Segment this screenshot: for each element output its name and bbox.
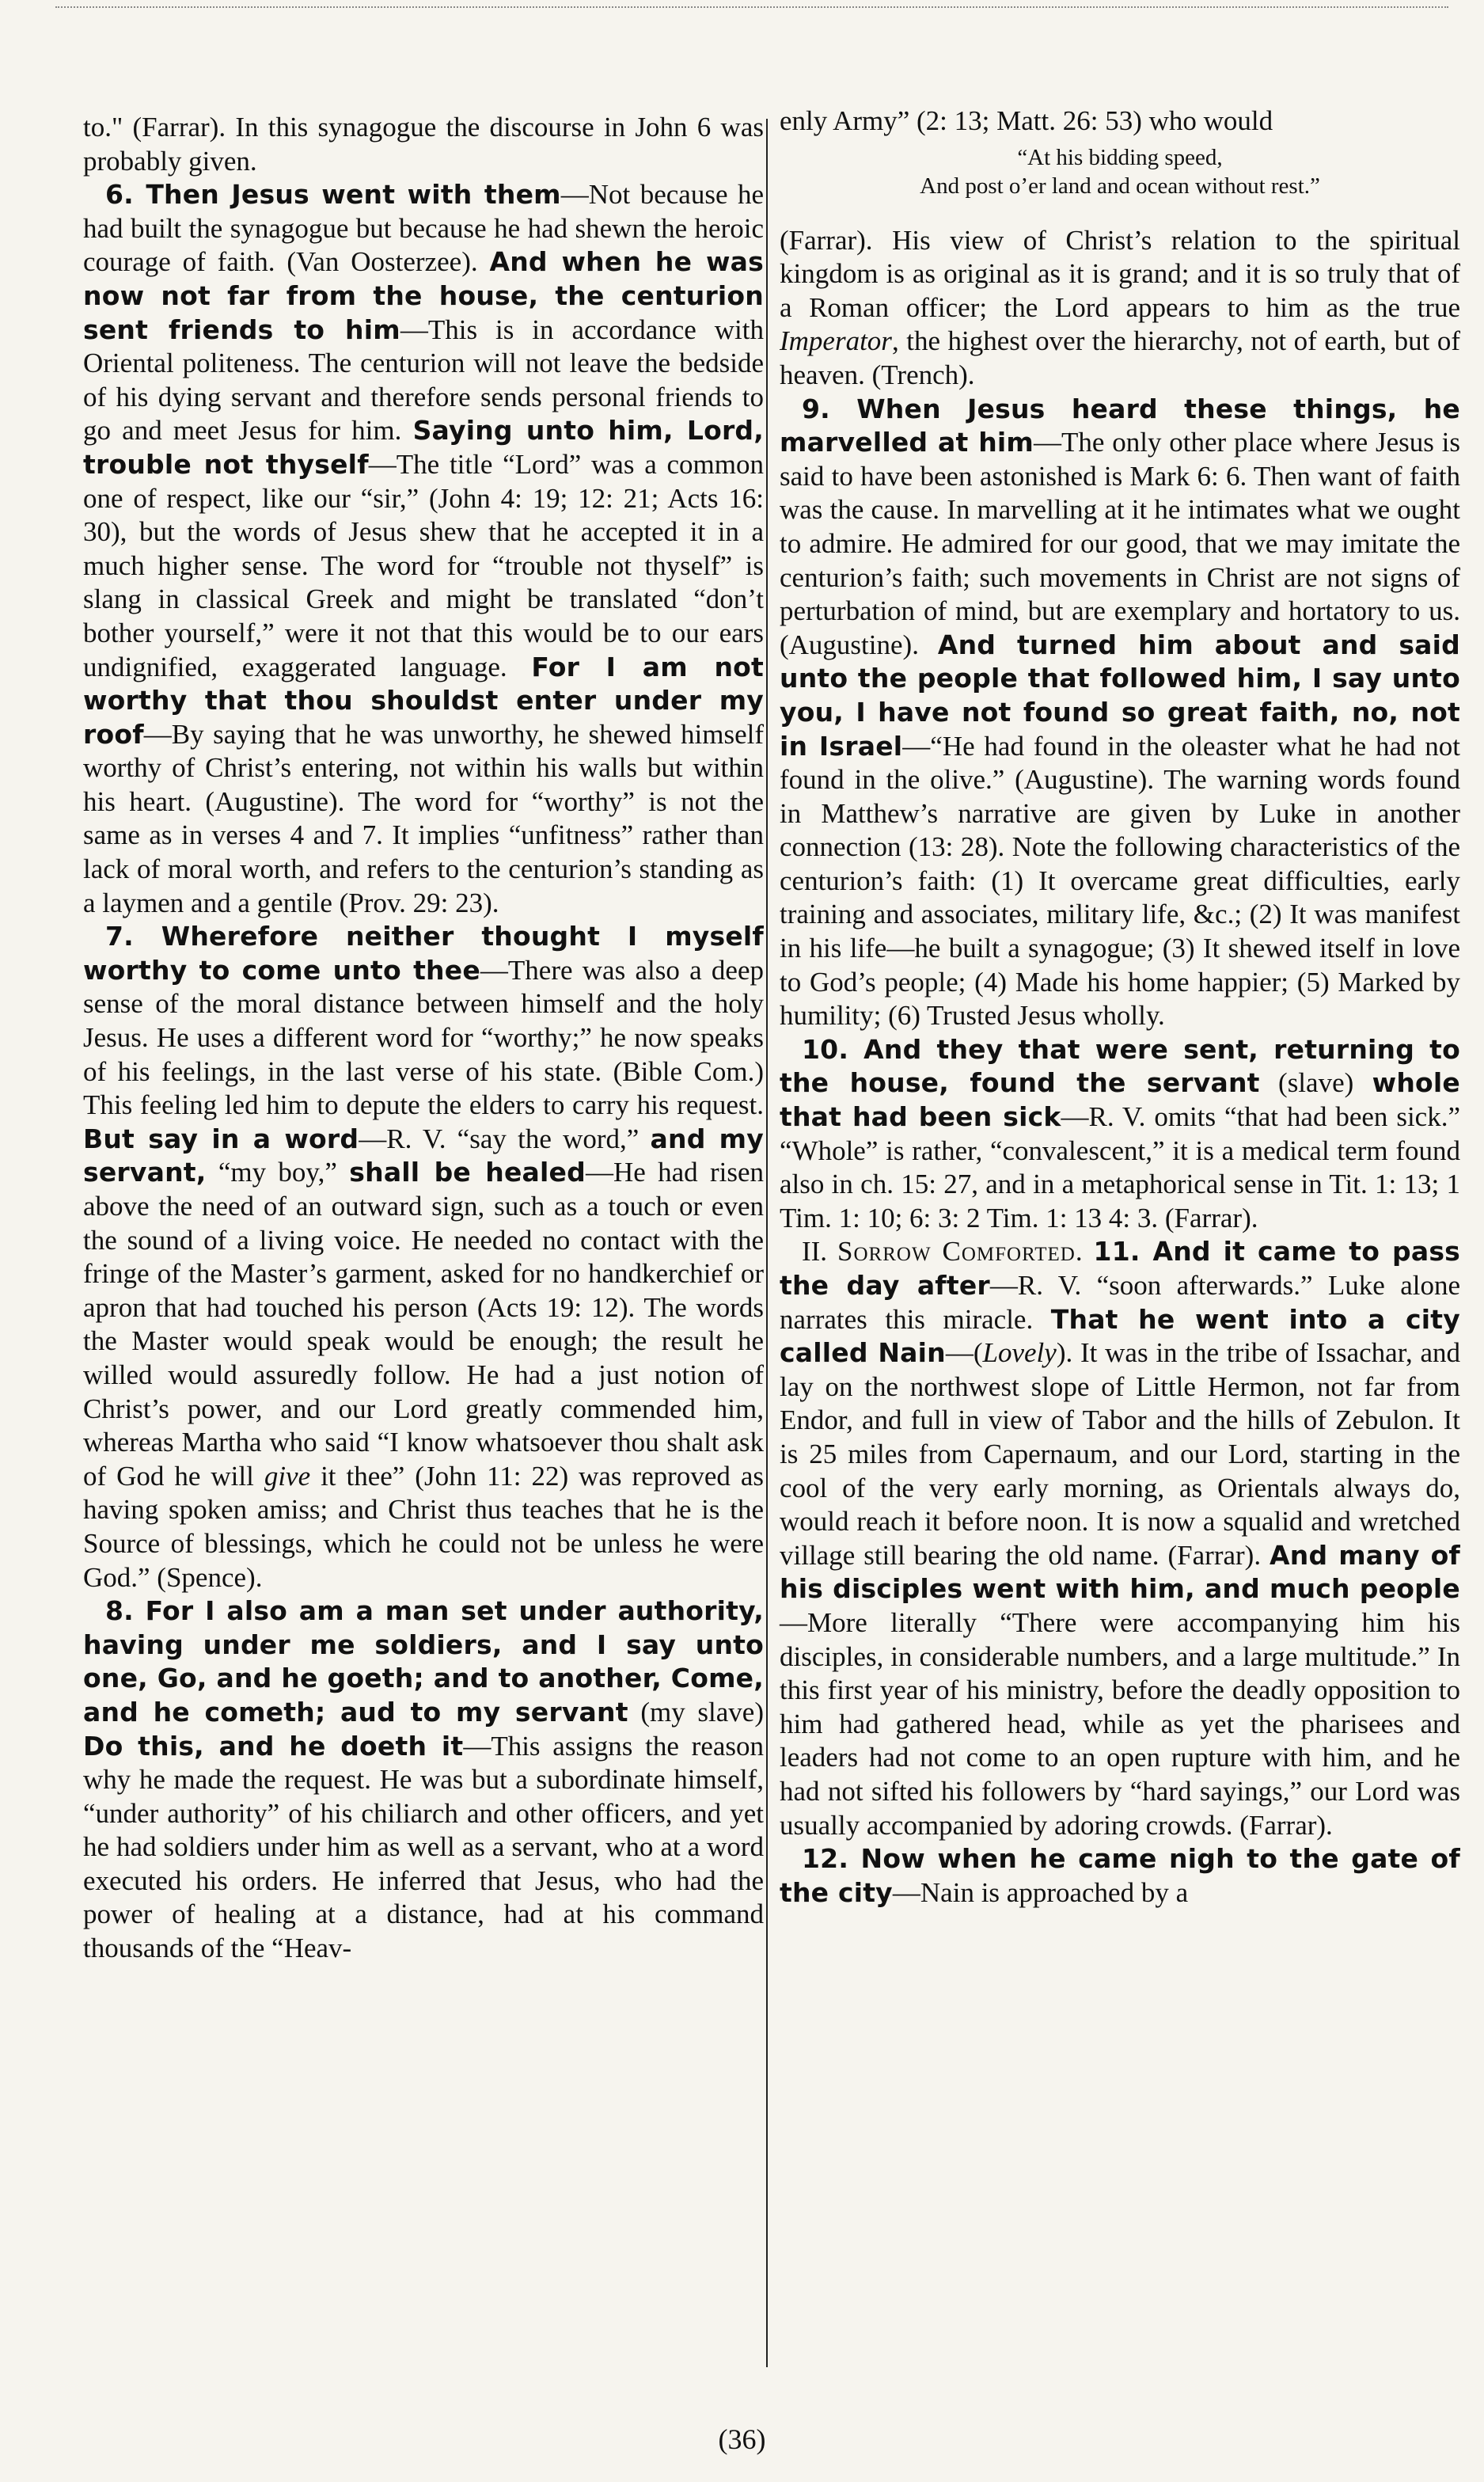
commentary-text: —This assigns the reason why he made the request. He was but a subordinate himself, “under authority” of his chiliarch and other officers, and yet he had soldiers under him as well as a servant, who at a word executed his orders. He inferred that Jesus, who had the power of healing at a distance, had at his command thousands of the “Heav- — [83, 1730, 765, 1964]
verse-lemma: That he went into a city called Nain — [780, 1303, 1460, 1369]
commentary-text: —Not because he had built the synagogue but because he had shewn the heroic courage of faith. (Van Oosterzee). — [83, 179, 765, 278]
paragraph-verse-9 — [780, 393, 1460, 1033]
commentary-text: (Farrar). His view of Christ’s relation to the spiritual kingdom is as original as it is grand; and it is so truly that of a Roman officer; the Lord appears to him as the true — [780, 224, 1460, 323]
commentary-text: —R. V. “soon afterwards.” Luke alone narrates this miracle. — [780, 1270, 1460, 1335]
commentary-text: —“He had found in the oleaster what he had not found in the olive.” (Augustine). The warning words found in Matthew’s narrative are given by Luke in another connection (13: 28). Note the following characteristics of the centurion’s faith: (1) It overcame great difficulties, early training and associates, military life, &c.; (2) It was manifest in his life—he built a synagogue; (3) It shewed itself in love to God’s people; (4) Made his home happier; (5) Marked by humility; (6) Trusted Jesus wholly. — [780, 730, 1460, 1032]
commentary-text: ). It was in the tribe of Issachar, and lay on the northwest slope of Little Hermon, not far from Endor, and full in view of Tabor and the hills of Zebulon. It is 25 miles from Capernaum, and our Lord, starting in the cool of the very early morning, as Orientals always do, would reach it before noon. It is now a squalid and wretched village still bearing the old name. (Farrar). — [780, 1337, 1460, 1571]
poem-line-2: And post o’er land and ocean without rest.” — [920, 173, 1320, 199]
commentary-text: —Nain is approached by a — [892, 1876, 1189, 1908]
verse-lemma: For I am not worthy that thou shouldst enter under my roof — [83, 651, 765, 750]
poem-quote — [780, 143, 1460, 200]
italic-text: give — [264, 1460, 311, 1492]
commentary-text: II. — [802, 1236, 838, 1268]
commentary-text: (slave) — [1259, 1067, 1372, 1099]
verse-lemma: 6. Then Jesus went with them — [105, 179, 561, 211]
italic-text: Imperator — [780, 325, 892, 357]
poem-line-1: “At his bidding speed, — [1017, 144, 1223, 170]
italic-text: Lovely — [982, 1337, 1057, 1369]
commentary-text: —More literally “There were accompanying him his disciples, in considerable numbers, and a large multitude.” In this first year of his ministry, before the deadly opposition to him had gathered head, while as yet the pharisees and leaders had not come to an open rupture with him, and he had not sifted his followers by “hard sayings,” our Lord was usually accompanied by adoring crowds. (Farrar). — [780, 1606, 1460, 1841]
verse-lemma: 10. And they that were sent, returning to the house, found the servant — [780, 1033, 1460, 1099]
commentary-text: , the highest over the hierarchy, not of earth, but of heaven. (Trench). — [780, 325, 1460, 390]
paragraph-verse-12 — [780, 1842, 1460, 1910]
commentary-text: —There was also a deep sense of the moral distance between himself and the holy Jesus. He uses a different word for “worthy;” he now speaks of his feelings, in the last verse of his state. (Bible Com.) This feeling led him to depute the elders to carry his request. — [83, 954, 764, 1121]
verse-lemma: and my servant, — [83, 1123, 764, 1188]
page-number: (36) — [718, 2423, 766, 2455]
verse-lemma: 12. Now when he came nigh to the gate of the city — [780, 1843, 1460, 1908]
commentary-text: “my boy,” — [206, 1157, 350, 1188]
commentary-text: —By saying that he was unworthy, he shewed himself worthy of Christ’s entering, not within his walls but within his heart. (Augustine). The word for “worthy” is not the same as in verses 4 and 7. It implies “unfitness” rather than lack of moral worth, and refers to the centurion’s standing as a laymen and a gentile (Prov. 29: 23). — [83, 718, 764, 918]
verse-lemma: whole that had been sick — [780, 1067, 1460, 1133]
paragraph-verse-10 — [780, 1033, 1460, 1236]
section-heading: Sorrow Comforted. — [837, 1236, 1084, 1268]
paragraph-verse-11 — [780, 1235, 1460, 1842]
verse-lemma: Do this, and he doeth it — [83, 1730, 464, 1762]
verse-lemma: shall be healed — [349, 1157, 586, 1188]
verse-lemma: Saying unto him, Lord, trouble not thyself — [83, 415, 764, 480]
commentary-text: —( — [945, 1337, 983, 1369]
verse-lemma: And turned him about and said unto the people that followed him, I say unto you, I have not found so great faith, no, not in Israel — [780, 629, 1460, 762]
paragraph — [83, 111, 764, 178]
commentary-text: it thee” (John 11: 22) was reproved as having spoken amiss; and Christ thus teaches that he is the Source of blessings, which he could not be unless he were God.” (Spence). — [83, 1460, 764, 1593]
commentary-text: (my slave) — [628, 1696, 764, 1728]
commentary-text: to." (Farrar). In this synagogue the discourse in John 6 was probably given. — [83, 112, 764, 177]
commentary-text: —The only other place where Jesus is said to have been astonished is Mark 6: 6. Then want of faith was the cause. In marvelling at it he intimates what we ought to admire. He admired for our good, that we may imitate the centurion’s faith; such movements in Christ are not signs of perturbation of mind, but are exemplary and hortatory to us. (Augustine). — [780, 427, 1461, 660]
verse-lemma: 9. When Jesus heard these things, he marvelled at him — [780, 393, 1460, 458]
verse-lemma: But say in a word — [83, 1123, 359, 1154]
verse-lemma: 7. Wherefore neither thought I myself worthy to come unto thee — [83, 921, 764, 986]
top-edge-rule — [55, 6, 1448, 8]
commentary-text: —The title “Lord” was a common one of respect, like our “sir,” (John 4: 19; 12: 21; Acts 16: 30), but the words of Jesus shew that he accepted it in a much higher sense. The word for “trouble not thyself” is slang in classical Greek and might be translated “don’t bother yourself,” were it not that this would be to our ears undignified, exaggerated language. — [83, 448, 765, 682]
paragraph — [780, 224, 1460, 393]
paragraph-verse-6 — [83, 178, 764, 920]
commentary-text: —He had risen above the need of an outward sign, such as a touch or even the sound of a living voice. He needed no contact with the fringe of the Master’s garment, asked for no handkerchief or apron that had touched his person (Acts 19: 12). The words the Master would speak would be enough; the result he willed would assuredly follow. He had a just notion of Christ’s power, and our Lord greatly commended him, whereas Martha who said “I know whatsoever thou shalt ask of God he will — [83, 1157, 764, 1492]
verse-lemma: And when he was now not far from the house, the centurion sent friends to him — [83, 246, 764, 345]
paragraph-verse-8 — [83, 1594, 764, 1966]
right-column — [780, 105, 1460, 1910]
commentary-text: —R. V. “say the word,” — [359, 1123, 651, 1154]
commentary-text: enly Army” (2: 13; Matt. 26: 53) who would — [780, 105, 1273, 136]
verse-lemma: 11. And it came to pass the day after — [780, 1236, 1461, 1301]
commentary-text: —This is in accordance with Oriental politeness. The centurion will not leave the bedside of his dying servant and therefore sends personal friends to go and meet Jesus for him. — [83, 314, 764, 447]
left-column — [83, 111, 764, 1966]
commentary-text: —R. V. omits “that had been sick.” “Whole” is rather, “convalescent,” it is a medical term found also in ch. 15: 27, and in a metaphorical sense in Tit. 1: 13; 1 Tim. 1: 10; 6: 3: 2 Tim. 1: 13 4: 3. (Farrar). — [780, 1101, 1460, 1233]
commentary-text — [1084, 1236, 1094, 1267]
verse-lemma: 8. For I also am a man set under authority, having under me soldiers, and I say unto one, Go, and he goeth; and to another, Come, and he cometh; aud to my servant — [83, 1595, 764, 1728]
verse-lemma: And many of his disciples went with him, and much people — [780, 1539, 1460, 1605]
paragraph-continuation — [780, 105, 1460, 139]
column-divider — [766, 119, 768, 2367]
paragraph-verse-7 — [83, 920, 764, 1594]
